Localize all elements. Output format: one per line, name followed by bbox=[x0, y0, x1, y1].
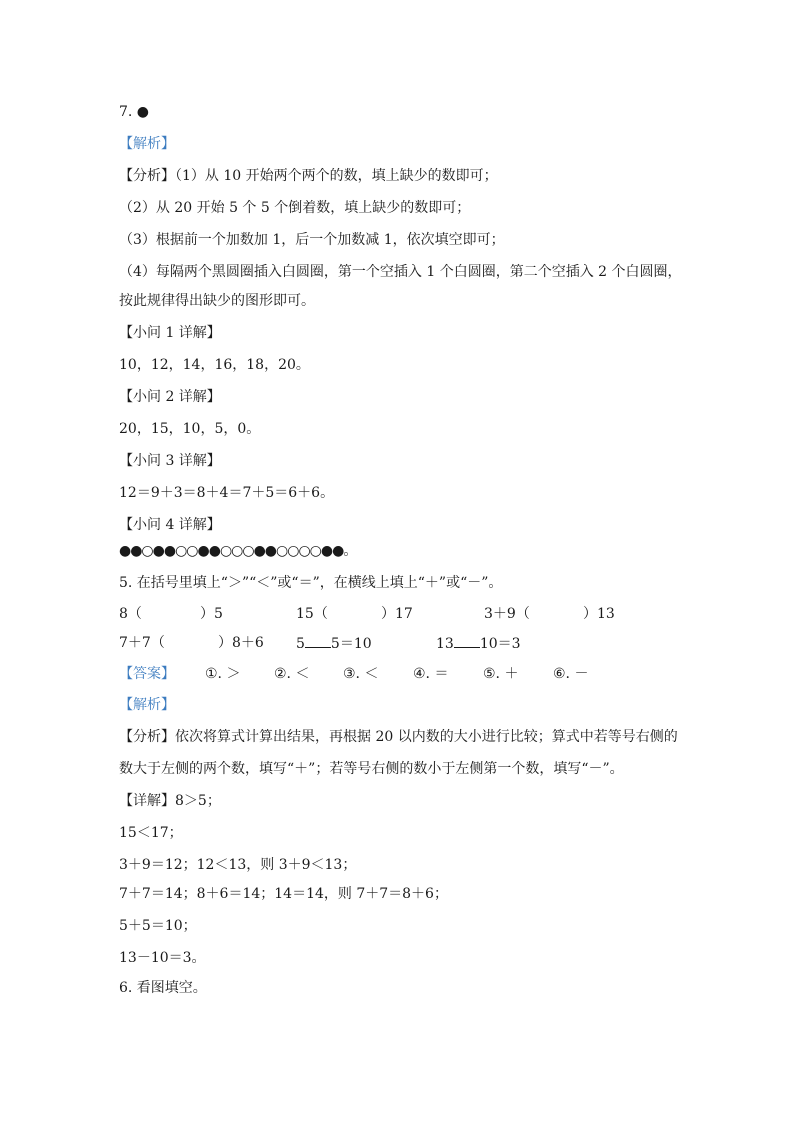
analysis-tag-2: 【解析】 bbox=[119, 697, 175, 713]
question-7-answer-line: 7. ● bbox=[119, 104, 150, 120]
analysis-text-2: （2）从 20 开始 5 个 5 个倒着数，填上缺少的数即可； bbox=[119, 200, 471, 216]
analysis-text-5: 按此规律得出缺少的图形即可。 bbox=[119, 293, 315, 309]
analysis-text-4: （4）每隔两个黑圆圈插入白圆圈，第一个空插入 1 个白圆圈，第二个空插入 2 个白圆圈， bbox=[119, 264, 682, 280]
subquestion-2-answer: 20，15，10，5，0。 bbox=[119, 421, 261, 437]
detail-line-5: 5＋5＝10； bbox=[119, 918, 197, 934]
item-3plus9-vs-13-left: 3＋9（ bbox=[484, 606, 530, 622]
subquestion-1-answer: 10，12，14，16，18，20。 bbox=[119, 357, 310, 373]
item-15-vs-17-right: ）17 bbox=[381, 606, 413, 622]
answer-item: ④. ＝ bbox=[413, 666, 449, 682]
item-7plus7-vs-8plus6-right: ）8＋6 bbox=[218, 635, 264, 651]
answer-item: ⑥. － bbox=[553, 666, 589, 682]
subquestion-3-answer: 12＝9＋3＝8＋4＝7＋5＝6＋6。 bbox=[119, 485, 335, 501]
item-5-5-10 bbox=[296, 633, 372, 654]
subquestion-2-heading: 【小问 2 详解】 bbox=[119, 389, 221, 405]
subquestion-3-heading: 【小问 3 详解】 bbox=[119, 453, 221, 469]
item-13-10-3-first: 13 bbox=[436, 636, 454, 652]
operator-blank bbox=[305, 633, 331, 648]
detail-line-1: 【详解】8＞5； bbox=[119, 793, 221, 809]
item-13-10-3 bbox=[436, 633, 521, 654]
analysis-tag: 【解析】 bbox=[119, 136, 175, 152]
answer-item: ①. ＞ bbox=[205, 666, 241, 682]
operator-blank bbox=[454, 633, 480, 648]
answer-item: ⑤. ＋ bbox=[483, 666, 519, 682]
item-3plus9-vs-13-right: ）13 bbox=[583, 606, 615, 622]
item-7plus7-vs-8plus6-left: 7＋7（ bbox=[119, 635, 165, 651]
detail-line-6: 13－10＝3。 bbox=[119, 950, 206, 966]
question-6-prompt: 6. 看图填空。 bbox=[119, 980, 207, 996]
item-8-vs-5-right: ）5 bbox=[200, 606, 223, 622]
item-13-10-3-rest: 10＝3 bbox=[479, 636, 521, 652]
answer-item: ③. ＜ bbox=[343, 666, 379, 682]
subquestion-4-answer: ●●○●●○○●●○○○●●○○○○●●。 bbox=[119, 543, 357, 559]
item-15-vs-17-left: 15（ bbox=[296, 606, 328, 622]
analysis-2-text-2: 数大于左侧的两个数，填写“＋”；若等号右侧的数小于左侧第一个数，填写“－”。 bbox=[119, 761, 624, 777]
item-5-5-10-rest: 5＝10 bbox=[330, 636, 372, 652]
analysis-text-3: （3）根据前一个加数加 1，后一个加数减 1，依次填空即可； bbox=[119, 232, 505, 248]
detail-line-3: 3＋9＝12；12＜13，则 3＋9＜13； bbox=[119, 857, 357, 873]
analysis-text-1: 【分析】（1）从 10 开始两个两个的数，填上缺少的数即可； bbox=[119, 168, 498, 184]
item-5-5-10-first: 5 bbox=[296, 636, 305, 652]
subquestion-1-heading: 【小问 1 详解】 bbox=[119, 325, 221, 341]
detail-line-4: 7＋7＝14；8＋6＝14；14＝14，则 7＋7＝8＋6； bbox=[119, 886, 448, 902]
subquestion-4-heading: 【小问 4 详解】 bbox=[119, 517, 221, 533]
analysis-2-text-1: 【分析】依次将算式计算出结果，再根据 20 以内数的大小进行比较；算式中若等号右侧的 bbox=[119, 729, 678, 745]
question-5-prompt: 5. 在括号里填上“＞”“＜”或“＝”，在横线上填上“＋”或“－”。 bbox=[119, 575, 503, 591]
detail-line-2: 15＜17； bbox=[119, 825, 183, 841]
item-8-vs-5-left: 8（ bbox=[119, 606, 142, 622]
answer-item: ②. ＜ bbox=[274, 666, 310, 682]
answer-tag: 【答案】 bbox=[119, 666, 175, 682]
